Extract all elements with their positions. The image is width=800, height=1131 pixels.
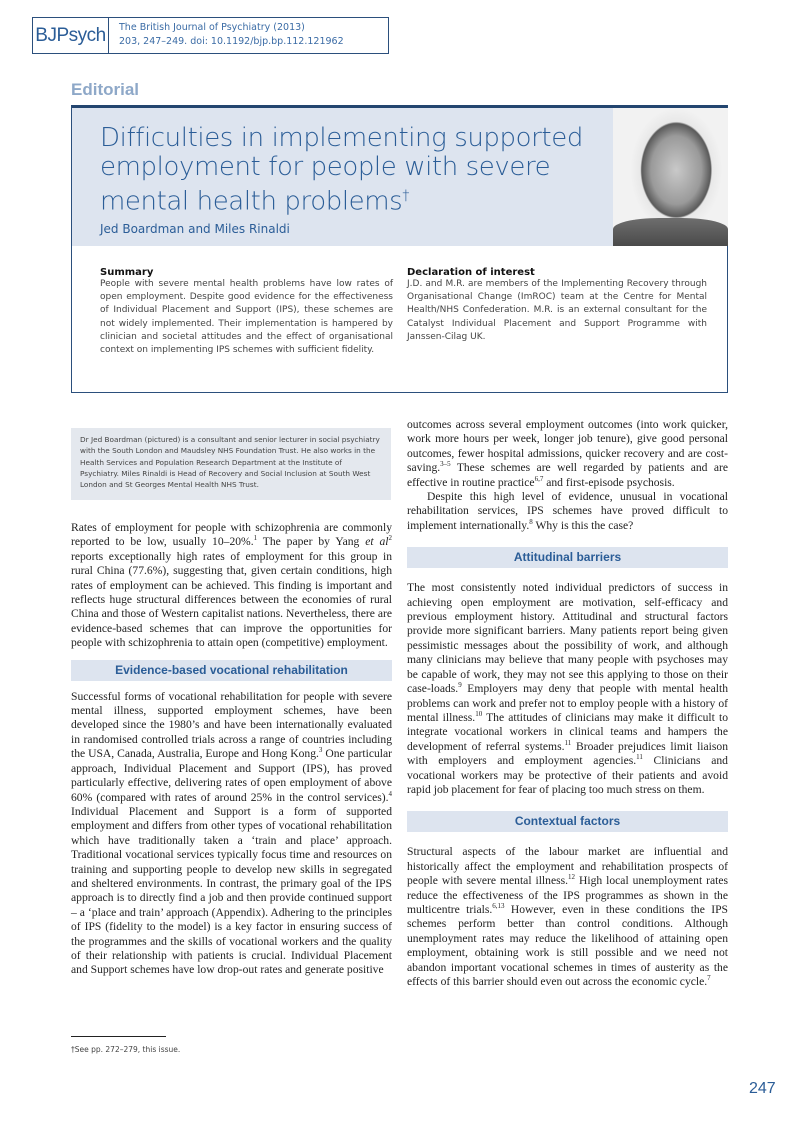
ref-link[interactable]: 12 bbox=[568, 873, 576, 882]
page-number: 247 bbox=[749, 1080, 776, 1097]
left-column bbox=[71, 521, 392, 978]
title-box bbox=[71, 105, 728, 393]
footnote: †See pp. 272–279, this issue. bbox=[71, 1045, 181, 1054]
authors: Jed Boardman and Miles Rinaldi bbox=[100, 222, 290, 236]
article-title bbox=[100, 124, 600, 217]
summary-heading: Summary bbox=[100, 267, 154, 278]
ref-link[interactable]: 4 bbox=[388, 789, 392, 798]
ref-link[interactable]: 11 bbox=[564, 738, 572, 747]
author-photo bbox=[613, 108, 728, 246]
declaration-heading: Declaration of interest bbox=[407, 267, 535, 278]
evidence-paragraph-cont: outcomes across several employment outcomes (into work quicker, work more hours per week, longer job tenure), give good personal outcomes, fewer hospital admissions, quicker recovery and are cost-saving.$^{3-5}$ These schemes are well regarded by patients and are effective in routine practice$^{6,7}$ and first-episode psychosis. bbox=[407, 418, 728, 489]
ref-link[interactable]: 6,13 bbox=[492, 902, 505, 911]
right-column bbox=[407, 418, 728, 989]
summary-block bbox=[100, 267, 393, 357]
article-type: Editorial bbox=[71, 80, 140, 99]
attitudinal-paragraph: The most consistently noted individual predictors of success in achieving open employment are motivation, self-efficacy and previous employment history. Attitudinal and structural factors provide more significant barriers. Many patients report being given pessimistic messages about the possibility of work, and although many clinicians may believe that many people with psychoses may be capable of work, they may not see this applying to those on their case-loads.$^9$ Employers may deny that people with mental health problems can work and prefer not to employ people with a history of mental illness.$^{10}$ The attitudes of clinicians may make it difficult to integrate vocational workers in clinical teams and hampers the development of referral systems.$^{11}$ Broader prejudices limit liaison with employers and employment agencies.$^{11}$ Clinicians and vocational workers may be protective of their patients and avoid rapid job placement for fear of placing too much stress on them. bbox=[407, 581, 728, 796]
journal-name: The British Journal of Psychiatry (2013) bbox=[119, 22, 305, 33]
ref-link[interactable]: 2 bbox=[388, 534, 392, 543]
ref-link[interactable]: 3 bbox=[318, 746, 323, 755]
section-heading-evidence: Evidence-based vocational rehabilitation bbox=[71, 660, 392, 681]
declaration-block bbox=[407, 267, 707, 344]
citation: 203, 247–249. doi: 10.1192/bjp.bp.112.121962 bbox=[119, 36, 344, 47]
ref-link[interactable]: 3–5 bbox=[440, 460, 451, 469]
summary-text: People with severe mental health problems have low rates of open employment. Despite good evidence for the effectiveness of Individual Placement and Support (IPS), these schemes are not widely implemented. Their implementation is hampered by clinician and societal attitudes and the effect of organisational context on implementing IPS schemes with sufficient fidelity. bbox=[100, 279, 393, 356]
ref-link[interactable]: 6,7 bbox=[534, 474, 544, 483]
title-footnote-mark[interactable]: † bbox=[402, 188, 409, 204]
evidence-paragraph: Successful forms of vocational rehabilitation for people with severe mental illness, supported employment schemes, have been developed since the 1980’s and have been internationally evaluated in randomised controlled trials across a range of countries including the USA, Canada, Australia, Europe and Hong Kong.$^3$ One particular approach, Individual Placement and Support (IPS), has proved particularly effective, delivering rates of open employment of above 60% (compared with rates of around 25% in the control services).$^4$ Individual Placement and Support is a form of supported employment and differs from other types of vocational rehabilitation which have traditionally taken a ‘train and place’ approach. Traditional vocational services typically focus time and resources on training and supporting people to develop new skills in segregated and sheltered environments. In contrast, the primary goal of the IPS approach is to directly find a job and then provide continued support – a ‘place and train’ approach (Appendix). Adhering to the principles of IPS (fidelity to the model) is a key factor in ensuring success of the programmes and the skills of vocational workers and the quality of their relationship with patients is crucial. Individual Placement and Support schemes have low drop-out rates and generate positive bbox=[71, 689, 392, 977]
title-text: Difficulties in implementing supported employment for people with severe mental health problems bbox=[100, 123, 583, 217]
journal-info bbox=[109, 18, 344, 53]
author-bio: Dr Jed Boardman (pictured) is a consultant and senior lecturer in social psychiatry with the South London and Maudsley NHS Foundation Trust. He also works in the Health Services and Population Research Department at the Institute of Psychiatry. Miles Rinaldi is Head of Recovery and Social Inclusion at South West London and St Georges Mental Health NHS Trust. bbox=[71, 428, 391, 500]
declaration-text: J.D. and M.R. are members of the Implementing Recovery through Organisational Change (ImROC) team at the Centre for Mental Health/NHS Confederation. M.R. is an external consultant for the Catalyst Individual Placement and Support Programme with Janssen-Cilag UK. bbox=[407, 279, 707, 342]
ref-link[interactable]: 11 bbox=[636, 753, 643, 762]
bjpsych-logo: BJPsych bbox=[33, 18, 109, 53]
ref-link[interactable]: 7 bbox=[707, 974, 711, 983]
section-heading-attitudinal: Attitudinal barriers bbox=[407, 547, 728, 568]
journal-header bbox=[32, 17, 389, 54]
photo-shoulder bbox=[613, 218, 728, 246]
ref-link[interactable]: 10 bbox=[475, 710, 483, 719]
ref-link[interactable]: 1 bbox=[253, 534, 258, 543]
intro-paragraph: Rates of employment for people with schizophrenia are commonly reported to be low, usually 10–20%.$^1$ The paper by Yang et $al^2$ reports exceptionally high rates of employment for this group in rural China (77.6%), suggesting that, given certain conditions, high rates of employment can be achieved. This finding is important and reflects huge structural differences between the economies of rural China and those of Western capitalist nations. Nevertheless, there are evidence-based schemes that can improve the opportunities for people with schizophrenia to attain open (competitive) employment. bbox=[71, 521, 392, 650]
footnote-divider bbox=[71, 1036, 166, 1037]
ref-link[interactable]: 9 bbox=[458, 681, 462, 690]
title-band bbox=[72, 108, 613, 246]
section-heading-contextual: Contextual factors bbox=[407, 811, 728, 832]
ref-link[interactable]: 8 bbox=[529, 517, 533, 526]
evidence-paragraph-2: Despite this high level of evidence, unusual in vocational rehabilitation services, IPS schemes have proved difficult to implement internationally.$^8$ Why is this the case? bbox=[407, 490, 728, 532]
contextual-paragraph: Structural aspects of the labour market are influential and historically affect the employment and rehabilitation prospects of people with severe mental illness.$^{12}$ High local unemployment rates reduce the effectiveness of the IPS programmes as shown in the multicentre trials.$^{6,13}$ However, even in these conditions the IPS schemes perform better than control conditions. Although unemployment rates may reduce the likelihood of attaining open employment, obtaining work is still possible and we need not abandon important vocational schemes in times of austerity as the effects of this barrier should even out across the economic cycle.$^7$ bbox=[407, 845, 729, 988]
